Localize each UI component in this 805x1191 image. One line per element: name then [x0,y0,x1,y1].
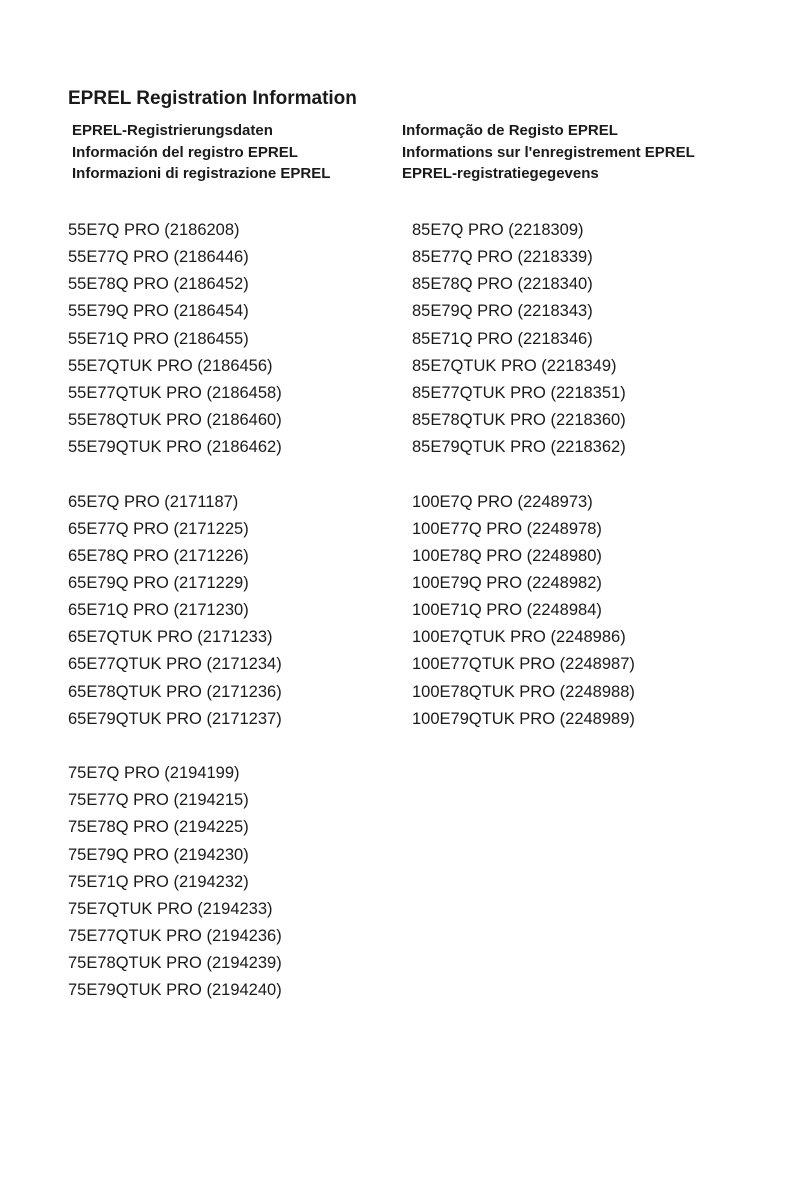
subtitle-italian: Informazioni di registrazione EPREL [72,165,331,182]
model-entry: 100E79Q PRO (2248982) [412,574,602,593]
model-entry: 65E7Q PRO (2171187) [68,492,239,511]
model-entry: 100E79QTUK PRO (2248989) [412,709,635,728]
model-entry: 85E71Q PRO (2218346) [412,329,593,348]
model-entry: 100E78QTUK PRO (2248988) [412,682,635,701]
subtitle-portuguese: Informação de Registo EPREL [402,122,618,139]
model-entry: 85E78QTUK PRO (2218360) [412,411,626,430]
model-group-75 [68,760,282,1004]
model-entry: 65E79Q PRO (2171229) [68,574,249,593]
model-entry: 100E77QTUK PRO (2248987) [412,655,635,674]
model-entry: 55E77Q PRO (2186446) [68,248,249,267]
subtitle-french: Informations sur l'enregistrement EPREL [402,143,695,161]
model-entry: 75E78QTUK PRO (2194239) [68,954,282,973]
model-entry: 85E7Q PRO (2218309) [412,221,584,239]
model-entry: 75E71Q PRO (2194232) [68,872,249,891]
model-entry: 85E77QTUK PRO (2218351) [412,383,626,402]
model-entry: 55E71Q PRO (2186455) [68,329,249,348]
model-group-85 [412,217,635,461]
model-entry: 75E79Q PRO (2194230) [68,845,249,864]
model-entry: 55E78QTUK PRO (2186460) [68,411,282,430]
model-entry: 75E7QTUK PRO (2194233) [68,899,273,918]
subtitle-spanish: Información del registro EPREL [72,143,298,161]
model-entry: 55E7Q PRO (2186208) [68,221,240,239]
model-group-55 [68,217,282,461]
model-entry: 65E79QTUK PRO (2171237) [68,709,282,728]
model-entry: 65E77Q PRO (2171225) [68,519,249,538]
subtitle-german: EPREL-Registrierungsdaten [72,122,273,139]
model-entry: 75E78Q PRO (2194225) [68,818,249,837]
model-group-100 [412,489,635,733]
model-entry: 100E71Q PRO (2248984) [412,601,602,620]
model-entry: 65E78Q PRO (2171226) [68,546,249,565]
model-entry: 100E77Q PRO (2248978) [412,519,602,538]
model-entry: 75E77Q PRO (2194215) [68,791,249,810]
model-entry: 100E7Q PRO (2248973) [412,492,593,511]
model-entry: 75E77QTUK PRO (2194236) [68,927,282,946]
model-entry: 75E79QTUK PRO (2194240) [68,981,282,1000]
model-entry: 55E79Q PRO (2186454) [68,302,249,321]
model-entry: 55E7QTUK PRO (2186456) [68,356,273,375]
model-entry: 65E7QTUK PRO (2171233) [68,628,273,647]
model-entry: 100E78Q PRO (2248980) [412,546,602,565]
model-column-left [68,217,282,1032]
subtitles-right [402,120,695,185]
model-entry: 85E7QTUK PRO (2218349) [412,356,617,375]
model-entry: 65E78QTUK PRO (2171236) [68,682,282,701]
model-entry: 85E79QTUK PRO (2218362) [412,438,626,457]
model-entry: 65E71Q PRO (2171230) [68,601,249,620]
model-entry: 55E79QTUK PRO (2186462) [68,438,282,457]
model-entry: 85E78Q PRO (2218340) [412,275,593,294]
model-column-right [412,217,635,760]
subtitles-left [72,120,330,185]
subtitle-dutch: EPREL-registratiegegevens [402,165,599,182]
model-entry: 100E7QTUK PRO (2248986) [412,628,626,647]
model-entry: 85E79Q PRO (2218343) [412,302,593,321]
model-entry: 75E7Q PRO (2194199) [68,764,240,783]
model-entry: 85E77Q PRO (2218339) [412,248,593,267]
page-title: EPREL Registration Information [68,88,357,109]
model-entry: 65E77QTUK PRO (2171234) [68,655,282,674]
model-group-65 [68,489,282,733]
model-entry: 55E77QTUK PRO (2186458) [68,383,282,402]
model-entry: 55E78Q PRO (2186452) [68,275,249,294]
